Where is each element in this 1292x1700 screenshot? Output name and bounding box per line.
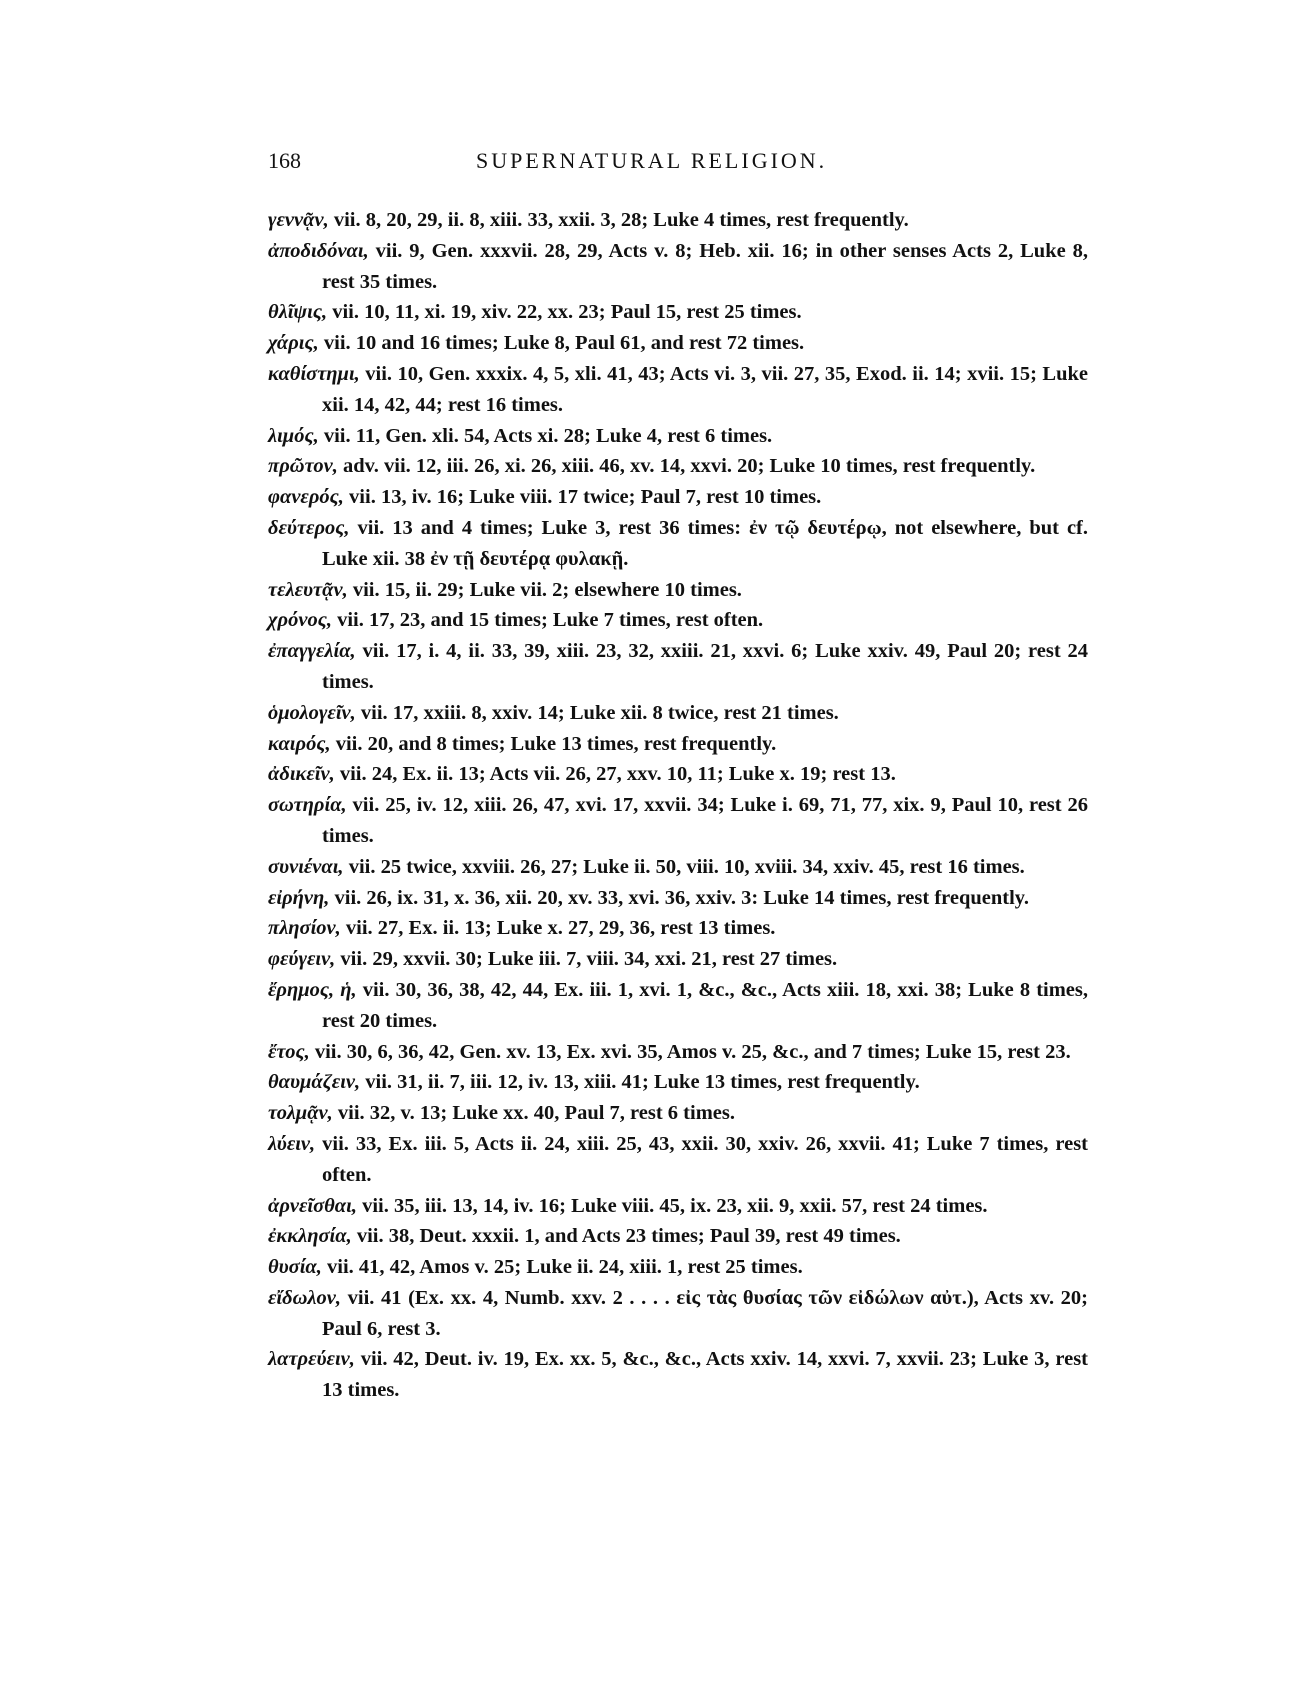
entry-term: πρῶτον, (268, 455, 338, 478)
concordance-entry (268, 297, 1088, 328)
entry-term: τολμᾷν, (268, 1102, 333, 1125)
entry-references: vii. 10, 11, xi. 19, xiv. 22, xx. 23; Paul 15, rest 25 times. (327, 301, 802, 324)
entry-references: vii. 20, and 8 times; Luke 13 times, rest frequently. (330, 732, 777, 755)
entry-references: vii. 17, i. 4, ii. 33, 39, xiii. 23, 32, xxiii. 21, xxvi. 6; Luke xxiv. 49, Paul 20; rest 24 times. (322, 640, 1088, 693)
entry-term: τελευτᾷν, (268, 578, 348, 601)
concordance-entry (268, 328, 1088, 359)
entry-term: θυσία, (268, 1256, 322, 1279)
entry-term: ὁμολογεῖν, (268, 701, 356, 724)
concordance-entry (268, 513, 1088, 575)
entry-references: vii. 26, ix. 31, x. 36, xii. 20, xv. 33, xvi. 36, xxiv. 3: Luke 14 times, rest frequently. (329, 886, 1030, 909)
entry-references: adv. vii. 12, iii. 26, xi. 26, xiii. 46, xv. 14, xxvi. 20; Luke 10 times, rest frequently. (337, 455, 1036, 478)
concordance-entry (268, 1067, 1088, 1098)
concordance-entry (268, 482, 1088, 513)
entry-references: vii. 15, ii. 29; Luke vii. 2; elsewhere 10 times. (347, 578, 742, 601)
entry-term: καιρός, (268, 732, 331, 755)
running-title: SUPERNATURAL RELIGION. (476, 148, 828, 173)
entry-term: ἀρνεῖσθαι, (268, 1194, 357, 1217)
entry-references: vii. 27, Ex. ii. 13; Luke x. 27, 29, 36, rest 13 times. (340, 917, 776, 940)
concordance-list (268, 205, 1088, 1406)
entry-references: vii. 10 and 16 times; Luke 8, Paul 61, and rest 72 times. (318, 332, 805, 355)
concordance-entry (268, 421, 1088, 452)
entry-references: vii. 8, 20, 29, ii. 8, xiii. 33, xxii. 3, 28; Luke 4 times, rest frequently. (328, 209, 909, 231)
entry-term: γεννᾷν, (268, 209, 329, 231)
entry-references: vii. 29, xxvii. 30; Luke iii. 7, viii. 34, xxi. 21, rest 27 times. (335, 948, 838, 971)
page-number: 168 (268, 148, 301, 173)
concordance-entry (268, 1191, 1088, 1222)
entry-references: vii. 13, iv. 16; Luke viii. 17 twice; Paul 7, rest 10 times. (343, 486, 822, 509)
entry-references: vii. 24, Ex. ii. 13; Acts vii. 26, 27, xxv. 10, 11; Luke x. 19; rest 13. (334, 763, 896, 786)
concordance-entry (268, 1129, 1088, 1191)
concordance-entry (268, 359, 1088, 421)
entry-references: vii. 33, Ex. iii. 5, Acts ii. 24, xiii. 25, 43, xxii. 30, xxiv. 26, xxvii. 41; Luke 7 times, rest often. (315, 1132, 1088, 1186)
concordance-entry (268, 1098, 1088, 1129)
concordance-entry (268, 1037, 1088, 1068)
entry-references: vii. 11, Gen. xli. 54, Acts xi. 28; Luke 4, rest 6 times. (318, 424, 773, 447)
entry-term: φανερός, (268, 486, 344, 509)
entry-references: vii. 10, Gen. xxxix. 4, 5, xli. 41, 43; Acts vi. 3, vii. 27, 35, Exod. ii. 14; xvii. 15; Luke xii. 14, 42, 44; rest 16 times. (322, 362, 1088, 416)
concordance-entry (268, 698, 1088, 729)
entry-term: θλῖψις, (268, 301, 328, 324)
entry-term: εἰρήνη, (268, 886, 330, 909)
concordance-entry (268, 883, 1088, 914)
entry-term: θαυμάζειν, (268, 1071, 361, 1094)
entry-term: δεύτερος, (268, 516, 350, 539)
entry-term: λύειν, (268, 1132, 316, 1155)
entry-references: vii. 38, Deut. xxxii. 1, and Acts 23 times; Paul 39, rest 49 times. (351, 1225, 901, 1248)
entry-references: vii. 35, iii. 13, 14, iv. 16; Luke viii. 45, ix. 23, xii. 9, xxii. 57, rest 24 times. (356, 1194, 988, 1217)
entry-term: πλησίον, (268, 917, 341, 940)
entry-term: ἀποδιδόναι, (268, 239, 369, 262)
concordance-entry (268, 1344, 1088, 1406)
concordance-entry (268, 790, 1088, 852)
entry-term: φεύγειν, (268, 948, 336, 971)
entry-references: vii. 9, Gen. xxxvii. 28, 29, Acts v. 8; Heb. xii. 16; in other senses Acts 2, Luke 8, rest 35 times. (322, 239, 1088, 293)
concordance-entry (268, 759, 1088, 790)
entry-references: vii. 17, xxiii. 8, xxiv. 14; Luke xii. 8 twice, rest 21 times. (355, 701, 839, 724)
concordance-entry (268, 944, 1088, 975)
entry-term: χάρις, (268, 332, 319, 355)
concordance-entry (268, 1221, 1088, 1252)
concordance-entry (268, 1283, 1088, 1345)
entry-references: vii. 13 and 4 times; Luke 3, rest 36 times: ἐν τῷ δευτέρῳ, not elsewhere, but cf. Luke xii. 38 ἐν τῇ δευτέρᾳ φυλακῇ. (322, 516, 1088, 570)
entry-references: vii. 25 twice, xxviii. 26, 27; Luke ii. 50, viii. 10, xviii. 34, xxiv. 45, rest 16 times. (343, 855, 1025, 878)
entry-term: ἐπαγγελία, (268, 640, 356, 663)
entry-term: καθίστημι, (268, 362, 360, 385)
concordance-entry (268, 852, 1088, 883)
entry-references: vii. 42, Deut. iv. 19, Ex. xx. 5, &c., &c., Acts xxiv. 14, xxvi. 7, xxvii. 23; Luke 3, rest 13 times. (322, 1348, 1088, 1402)
entry-references: vii. 25, iv. 12, xiii. 26, 47, xvi. 17, xxvii. 34; Luke i. 69, 71, 77, xix. 9, Paul 10, rest 26 times. (322, 794, 1088, 847)
entry-references: vii. 32, v. 13; Luke xx. 40, Paul 7, rest 6 times. (332, 1102, 735, 1125)
page-header (268, 148, 1088, 178)
concordance-entry (268, 636, 1088, 698)
entry-term: ἔτος, (268, 1040, 310, 1063)
entry-references: vii. 30, 6, 36, 42, Gen. xv. 13, Ex. xvi. 35, Amos v. 25, &c., and 7 times; Luke 15, rest 23. (309, 1040, 1071, 1063)
entry-term: σωτηρία, (268, 794, 347, 817)
concordance-entry (268, 975, 1088, 1037)
entry-references: vii. 30, 36, 38, 42, 44, Ex. iii. 1, xvi. 1, &c., &c., Acts xiii. 18, xxi. 38; Luke 8 times, rest 20 times. (322, 978, 1088, 1032)
entry-term: λιμός, (268, 424, 319, 447)
concordance-entry (268, 205, 1088, 236)
concordance-entry (268, 913, 1088, 944)
entry-term: συνιέναι, (268, 855, 344, 878)
entry-references: vii. 17, 23, and 15 times; Luke 7 times, rest often. (331, 609, 764, 632)
concordance-entry (268, 605, 1088, 636)
entry-references: vii. 41, 42, Amos v. 25; Luke ii. 24, xiii. 1, rest 25 times. (321, 1256, 803, 1279)
entry-term: χρόνος, (268, 609, 332, 632)
entry-term: λατρεύειν, (268, 1348, 355, 1371)
entry-term: ἔρημος, ἡ, (268, 978, 357, 1001)
entry-term: ἐκκλησία, (268, 1225, 352, 1248)
concordance-entry (268, 1252, 1088, 1283)
concordance-entry (268, 451, 1088, 482)
entry-term: ἀδικεῖν, (268, 763, 335, 786)
concordance-entry (268, 729, 1088, 760)
concordance-entry (268, 575, 1088, 606)
entry-term: εἴδωλον, (268, 1286, 342, 1309)
entry-references: vii. 41 (Ex. xx. 4, Numb. xxv. 2 . . . . εἰς τὰς θυσίας τῶν εἰδώλων αὐτ.), Acts xv. 20; Paul 6, rest 3. (322, 1286, 1088, 1340)
concordance-entry (268, 236, 1088, 298)
entry-references: vii. 31, ii. 7, iii. 12, iv. 13, xiii. 41; Luke 13 times, rest frequently. (360, 1071, 920, 1094)
